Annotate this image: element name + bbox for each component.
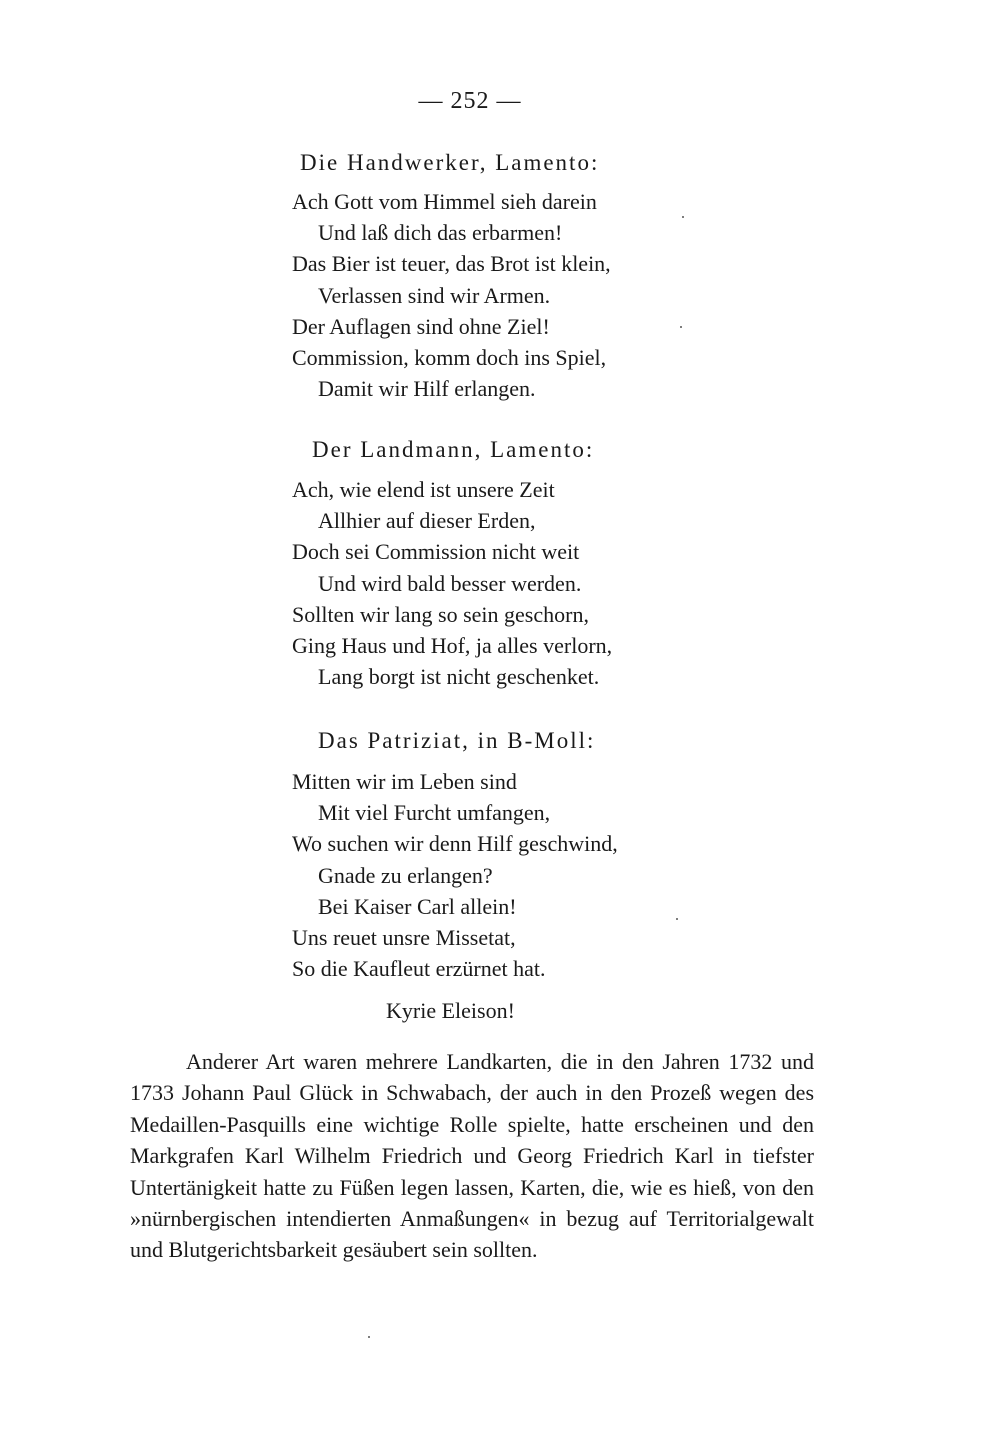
verse-handwerker bbox=[292, 186, 611, 404]
verse-patriziat bbox=[292, 766, 618, 984]
verse-line: Der Auflagen sind ohne Ziel! bbox=[292, 313, 550, 339]
verse-landmann bbox=[292, 474, 612, 692]
verse-line: Commission, komm doch ins Spiel, bbox=[292, 344, 607, 370]
page-number: — 252 — bbox=[418, 88, 522, 114]
verse-line: Sollten wir lang so sein geschorn, bbox=[292, 601, 589, 627]
scan-speck bbox=[368, 1336, 370, 1338]
section-title-landmann: Der Landmann, Lamento: bbox=[312, 437, 595, 462]
section-title-handwerker: Die Handwerker, Lamento: bbox=[300, 150, 600, 175]
verse-line: Gnade zu erlangen? bbox=[318, 862, 493, 888]
verse-line: So die Kaufleut erzürnet hat. bbox=[292, 956, 546, 982]
scan-speck bbox=[676, 918, 678, 920]
verse-line: Das Bier ist teuer, das Brot ist klein, bbox=[292, 251, 611, 277]
verse-line: Damit wir Hilf erlangen. bbox=[318, 376, 536, 402]
verse-line: Und wird bald besser werden. bbox=[318, 570, 582, 596]
verse-line: Allhier auf dieser Erden, bbox=[318, 508, 536, 534]
verse-line: Und laß dich das erbarmen! bbox=[318, 220, 563, 246]
section-title-patriziat: Das Patriziat, in B-Moll: bbox=[318, 728, 596, 753]
verse-line: Verlassen sind wir Armen. bbox=[318, 282, 551, 308]
verse-line: Uns reuet unsre Missetat, bbox=[292, 924, 516, 950]
verse-line: Ach Gott vom Himmel sieh darein bbox=[292, 189, 597, 214]
verse-line: Doch sei Commission nicht weit bbox=[292, 539, 580, 565]
closing-line-kyrie: Kyrie Eleison! bbox=[386, 998, 515, 1023]
verse-line: Ach, wie elend ist unsere Zeit bbox=[292, 477, 555, 502]
scan-speck bbox=[680, 326, 682, 328]
verse-line: Ging Haus und Hof, ja alles verlorn, bbox=[292, 632, 613, 658]
verse-line: Mit viel Furcht umfangen, bbox=[318, 800, 551, 826]
body-paragraph: Anderer Art waren mehrere Landkarten, die in den Jahren 1732 und 1733 Johann Paul Glück in Schwabach, der auch in den Prozeß wegen des Medaillen-Pasquills eine wichtige Rolle spielte, hatte erscheinen und den Markgrafen Karl Wilhelm Friedrich und Georg Friedrich Karl in tiefster Untertänigkeit hatte zu Füßen legen lassen, Karten, die, wie es hieß, von den »nürnbergischen intendierten Anmaßungen« in bezug auf Territorialgewalt und Blutgerichtsbarkeit gesäubert sein sollten. bbox=[130, 1049, 814, 1263]
verse-line: Mitten wir im Leben sind bbox=[292, 769, 517, 794]
scan-speck bbox=[682, 216, 684, 218]
verse-line: Lang borgt ist nicht geschenket. bbox=[318, 664, 600, 690]
verse-line: Wo suchen wir denn Hilf geschwind, bbox=[292, 831, 618, 857]
verse-line: Bei Kaiser Carl allein! bbox=[318, 893, 517, 919]
